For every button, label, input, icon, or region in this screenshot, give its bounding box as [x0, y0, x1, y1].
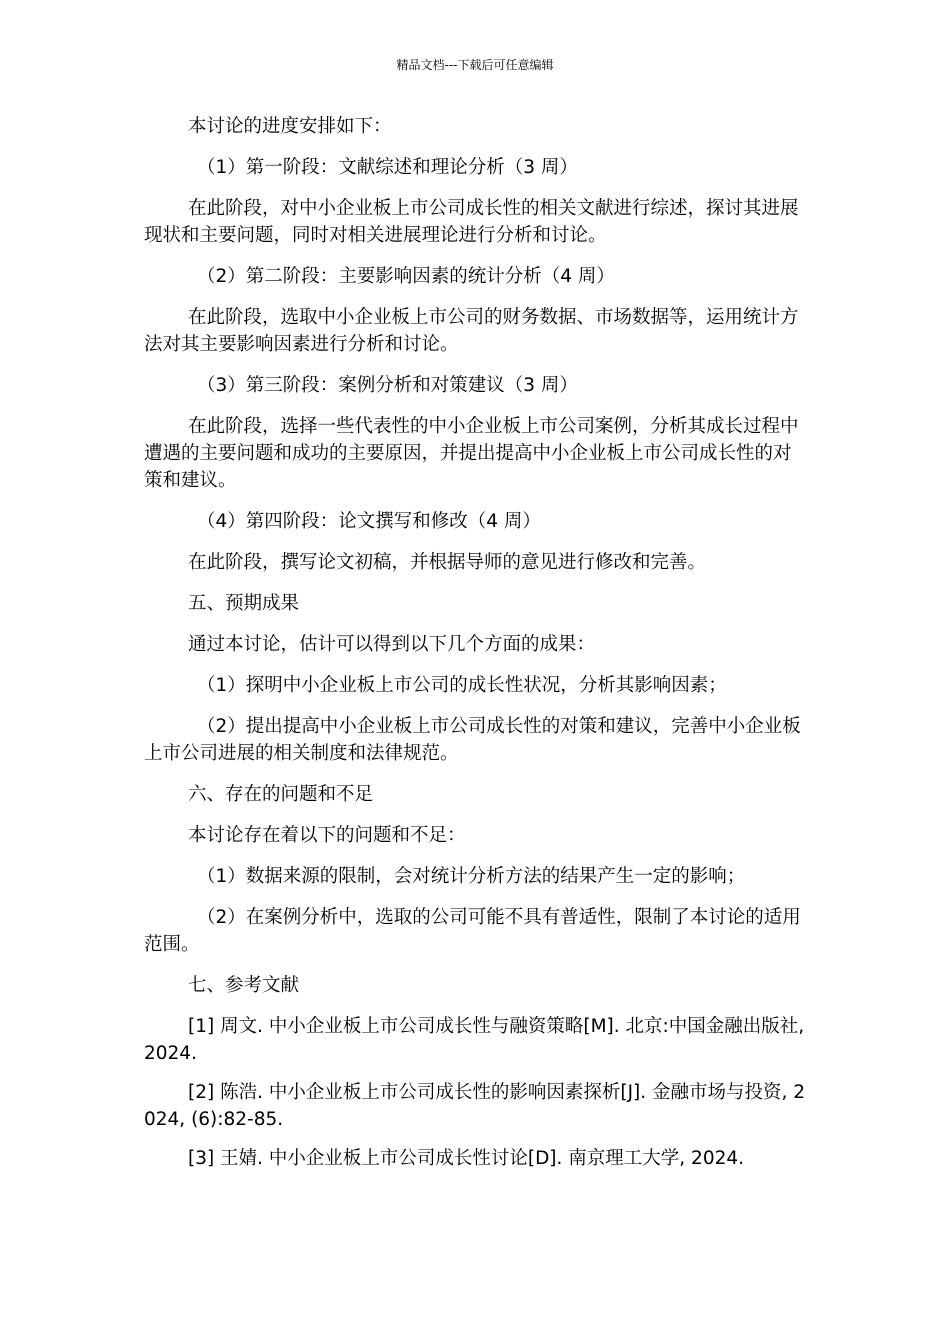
list-item: （2）提出提高中小企业板上市公司成长性的对策和建议，完善中小企业板上市公司进展的相关制度和法律规范。: [144, 716, 801, 764]
list-item: （2）在案例分析中，选取的公司可能不具有普适性，限制了本讨论的适用范围。: [144, 907, 801, 955]
section-heading: 七、参考文献: [188, 975, 300, 996]
list-item: （2）第二阶段：主要影响因素的统计分析（4 周）: [197, 266, 615, 287]
page-header: 精品文档---下载后可任意编辑: [396, 58, 554, 72]
paragraph: 在此阶段，选取中小企业板上市公司的财务数据、市场数据等，运用统计方法对其主要影响因素进行分析和讨论。: [144, 307, 799, 355]
list-item: （1）数据来源的限制，会对统计分析方法的结果产生一定的影响；: [197, 866, 746, 887]
reference-entry: [3] 王婧. 中小企业板上市公司成长性讨论[D]. 南京理工大学, 2024.: [188, 1148, 745, 1169]
section-heading: 六、存在的问题和不足: [188, 784, 374, 805]
list-item: （1）第一阶段：文献综述和理论分析（3 周）: [197, 157, 578, 178]
paragraph: 通过本讨论，估计可以得到以下几个方面的成果：: [188, 634, 596, 655]
list-item: （1）探明中小企业板上市公司的成长性状况，分析其影响因素；: [197, 675, 727, 696]
paragraph: 本讨论存在着以下的问题和不足：: [188, 825, 466, 846]
paragraph: 本讨论的进度安排如下：: [188, 116, 392, 137]
document-body: [144, 113, 808, 1184]
paragraph: 在此阶段，撰写论文初稿，并根据导师的意见进行修改和完善。: [188, 552, 707, 573]
list-item: （3）第三阶段：案例分析和对策建议（3 周）: [197, 375, 578, 396]
paragraph: 在此阶段，选择一些代表性的中小企业板上市公司案例，分析其成长过程中遭遇的主要问题和成功的主要原因，并提出提高中小企业板上市公司成长性的对策和建议。: [144, 416, 799, 491]
reference-entry: [2] 陈浩. 中小企业板上市公司成长性的影响因素探析[J]. 金融市场与投资, 2024, (6):82-85.: [144, 1082, 806, 1130]
list-item: （4）第四阶段：论文撰写和修改（4 周）: [197, 511, 541, 532]
reference-entry: [1] 周文. 中小企业板上市公司成长性与融资策略[M]. 北京:中国金融出版社, 2024.: [144, 1016, 805, 1064]
section-heading: 五、预期成果: [188, 593, 300, 614]
paragraph: 在此阶段，对中小企业板上市公司成长性的相关文献进行综述，探讨其进展现状和主要问题，同时对相关进展理论进行分析和讨论。: [144, 198, 799, 246]
